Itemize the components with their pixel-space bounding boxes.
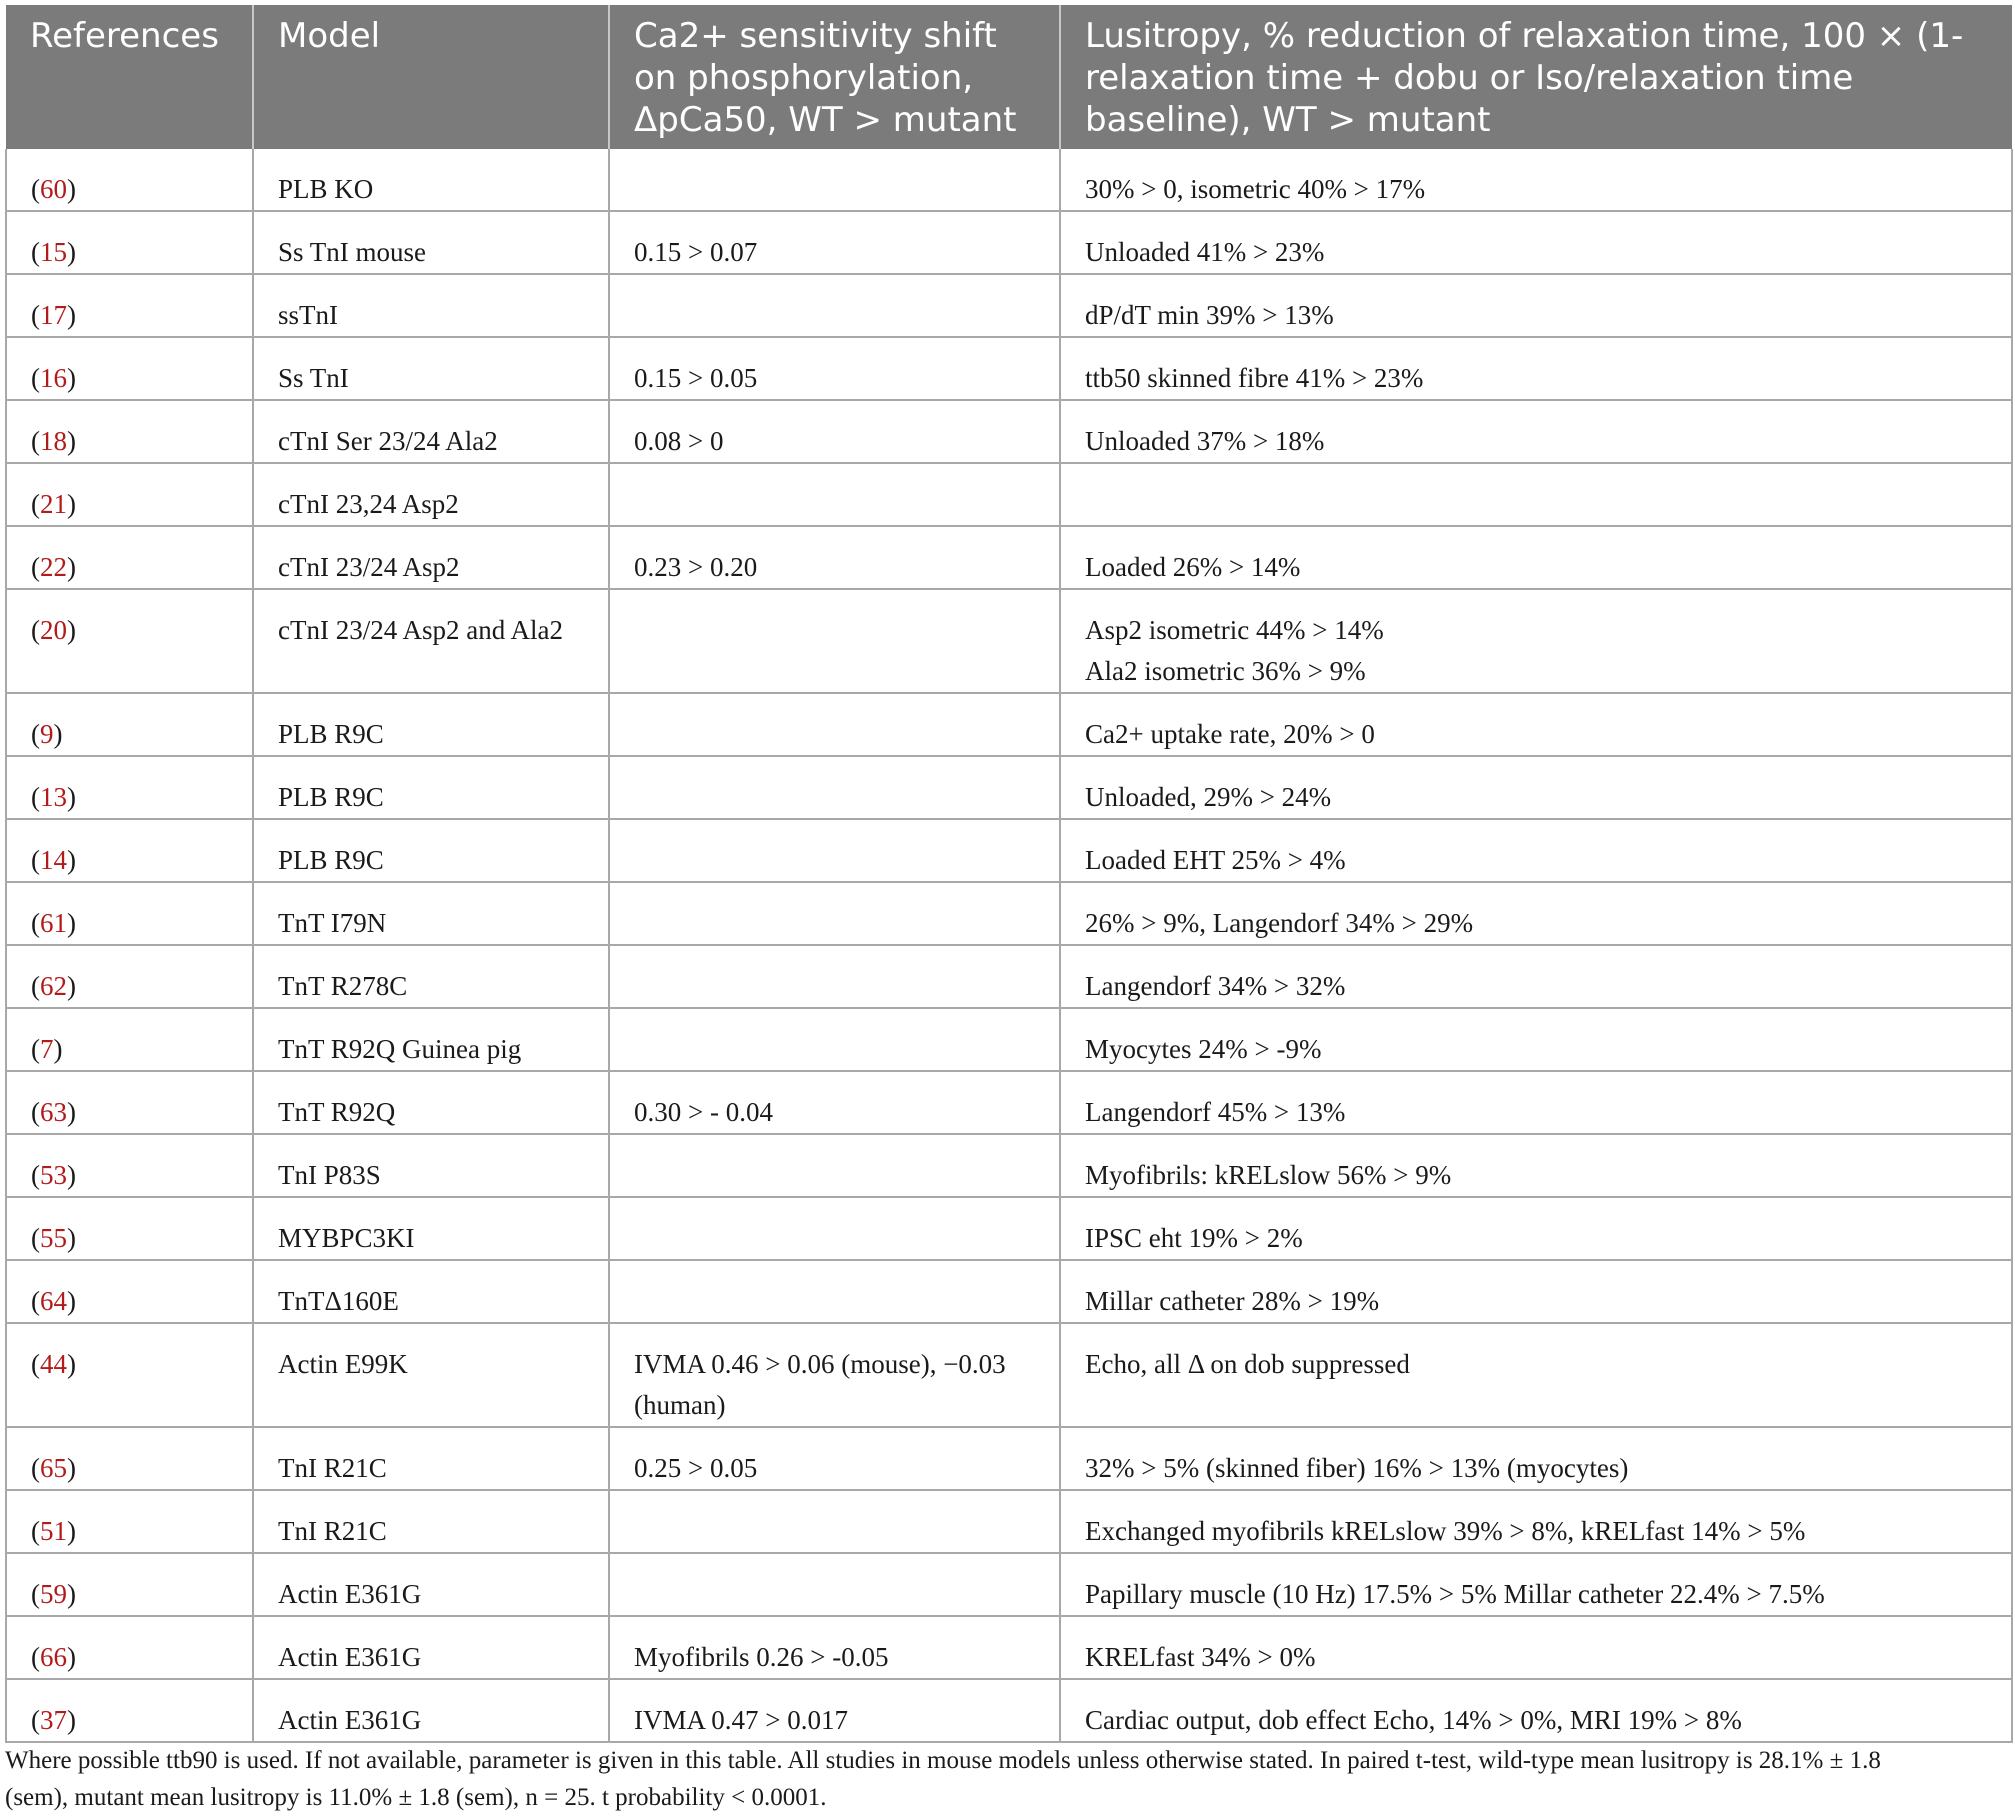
cell-lusitropy xyxy=(1060,526,2012,589)
cell-ca-shift xyxy=(609,1008,1060,1071)
cell-lusitropy xyxy=(1060,819,2012,882)
cell-lusitropy xyxy=(1060,882,2012,945)
lusitropy-line: ttb50 skinned fibre 41% > 23% xyxy=(1085,363,1424,394)
reference-link[interactable]: 64 xyxy=(40,1286,67,1317)
cell-model: TnI R21C xyxy=(253,1490,609,1553)
reference-link[interactable]: 53 xyxy=(40,1160,67,1191)
reference-link[interactable]: 13 xyxy=(40,782,67,813)
cell-ca-shift: IVMA 0.47 > 0.017 xyxy=(609,1679,1060,1742)
cell-reference: (64) xyxy=(6,1260,253,1323)
cell-lusitropy xyxy=(1060,1134,2012,1197)
cell-lusitropy xyxy=(1060,274,2012,337)
cell-model: TnI R21C xyxy=(253,1427,609,1490)
cell-lusitropy xyxy=(1060,1260,2012,1323)
cell-reference: (9) xyxy=(6,693,253,756)
cell-lusitropy xyxy=(1060,756,2012,819)
cell-ca-shift xyxy=(609,1134,1060,1197)
reference-link[interactable]: 60 xyxy=(40,174,67,204)
reference-link[interactable]: 37 xyxy=(40,1705,67,1736)
lusitropy-line: Myocytes 24% > -9% xyxy=(1085,1034,1322,1065)
header-references: References xyxy=(6,5,253,149)
header-model: Model xyxy=(253,5,609,149)
cell-lusitropy xyxy=(1060,211,2012,274)
cell-lusitropy xyxy=(1060,693,2012,756)
table-row xyxy=(6,400,2012,463)
lusitropy-line: Papillary muscle (10 Hz) 17.5% > 5% Millar catheter 22.4% > 7.5% xyxy=(1085,1579,1825,1610)
reference-link[interactable]: 63 xyxy=(40,1097,67,1128)
reference-link[interactable]: 20 xyxy=(40,615,67,646)
cell-reference: (59) xyxy=(6,1553,253,1616)
cell-ca-shift: IVMA 0.46 > 0.06 (mouse), −0.03 (human) xyxy=(609,1323,1060,1427)
cell-reference: (15) xyxy=(6,211,253,274)
cell-reference: (17) xyxy=(6,274,253,337)
cell-model: Actin E99K xyxy=(253,1323,609,1427)
reference-link[interactable]: 9 xyxy=(40,719,54,750)
reference-link[interactable]: 7 xyxy=(40,1034,54,1065)
cell-lusitropy xyxy=(1060,1197,2012,1260)
cell-ca-shift xyxy=(609,756,1060,819)
cell-lusitropy xyxy=(1060,1427,2012,1490)
footnote-line-2: (sem), mutant mean lusitropy is 11.0% ± 1.8 (sem), n = 25. t probability < 0.0001. xyxy=(5,1784,827,1811)
cell-model: Actin E361G xyxy=(253,1616,609,1679)
cell-ca-shift xyxy=(609,819,1060,882)
table-row xyxy=(6,882,2012,945)
lusitropy-line: Langendorf 34% > 32% xyxy=(1085,971,1346,1002)
lusitropy-line: Unloaded, 29% > 24% xyxy=(1085,782,1332,813)
cell-reference: (44) xyxy=(6,1323,253,1427)
cell-model: cTnI 23/24 Asp2 xyxy=(253,526,609,589)
cell-reference: (16) xyxy=(6,337,253,400)
cell-model: PLB R9C xyxy=(253,693,609,756)
reference-link[interactable]: 21 xyxy=(40,489,67,520)
cell-model: PLB KO xyxy=(253,149,609,211)
reference-link[interactable]: 44 xyxy=(40,1349,67,1380)
cell-reference: (21) xyxy=(6,463,253,526)
lusitropy-line: Exchanged myofibrils kRELslow 39% > 8%, kRELfast 14% > 5% xyxy=(1085,1516,1806,1547)
table-row xyxy=(6,1427,2012,1490)
cell-lusitropy xyxy=(1060,1071,2012,1134)
cell-model: cTnI 23,24 Asp2 xyxy=(253,463,609,526)
lusitropy-line: Myofibrils: kRELslow 56% > 9% xyxy=(1085,1160,1452,1191)
lusitropy-line: Loaded EHT 25% > 4% xyxy=(1085,845,1346,876)
cell-ca-shift xyxy=(609,1197,1060,1260)
cell-reference: (63) xyxy=(6,1071,253,1134)
data-table-container xyxy=(5,5,2011,1743)
cell-ca-shift xyxy=(609,945,1060,1008)
table-row xyxy=(6,463,2012,526)
cell-lusitropy xyxy=(1060,149,2012,211)
cell-ca-shift xyxy=(609,274,1060,337)
cell-ca-shift xyxy=(609,149,1060,211)
cell-model: PLB R9C xyxy=(253,819,609,882)
cell-ca-shift xyxy=(609,1490,1060,1553)
table-footnote xyxy=(5,1742,2011,1816)
cell-ca-shift: 0.23 > 0.20 xyxy=(609,526,1060,589)
table-row xyxy=(6,526,2012,589)
table-row xyxy=(6,1260,2012,1323)
lusitropy-line: KRELfast 34% > 0% xyxy=(1085,1642,1316,1673)
footnote-line-1: Where possible ttb90 is used. If not available, parameter is given in this table. All studies in mouse models unless otherwise stated. In paired t-test, wild-type mean lusitropy is 28.1% ± 1.8 xyxy=(5,1747,1881,1774)
cell-ca-shift xyxy=(609,463,1060,526)
cell-ca-shift xyxy=(609,693,1060,756)
lusitropy-line: IPSC eht 19% > 2% xyxy=(1085,1223,1303,1254)
reference-link[interactable]: 51 xyxy=(40,1516,67,1547)
cell-model: Ss TnI xyxy=(253,337,609,400)
table-row xyxy=(6,589,2012,693)
cell-lusitropy xyxy=(1060,945,2012,1008)
table-row xyxy=(6,1197,2012,1260)
lusitropy-line: Asp2 isometric 44% > 14% xyxy=(1085,615,1384,646)
table-row xyxy=(6,756,2012,819)
cell-model: Actin E361G xyxy=(253,1553,609,1616)
reference-link[interactable]: 55 xyxy=(40,1223,67,1254)
reference-link[interactable]: 66 xyxy=(40,1642,67,1673)
lusitropy-line: 26% > 9%, Langendorf 34% > 29% xyxy=(1085,908,1474,939)
lusitropy-line: Millar catheter 28% > 19% xyxy=(1085,1286,1380,1317)
cell-lusitropy xyxy=(1060,1008,2012,1071)
cell-lusitropy xyxy=(1060,1679,2012,1742)
lusitropy-line: Loaded 26% > 14% xyxy=(1085,552,1301,583)
cell-model: Ss TnI mouse xyxy=(253,211,609,274)
cell-reference: (18) xyxy=(6,400,253,463)
cell-model: TnI P83S xyxy=(253,1134,609,1197)
cell-ca-shift xyxy=(609,1260,1060,1323)
table-row xyxy=(6,945,2012,1008)
table-body xyxy=(6,149,2012,1742)
cell-model: TnTΔ160E xyxy=(253,1260,609,1323)
reference-link[interactable]: 15 xyxy=(40,237,67,268)
reference-link[interactable]: 61 xyxy=(40,908,67,939)
cell-reference: (66) xyxy=(6,1616,253,1679)
lusitropy-line: dP/dT min 39% > 13% xyxy=(1085,300,1334,331)
cell-reference: (14) xyxy=(6,819,253,882)
lusitropy-line: Cardiac output, dob effect Echo, 14% > 0%, MRI 19% > 8% xyxy=(1085,1705,1742,1736)
reference-link[interactable]: 17 xyxy=(40,300,67,331)
table-row xyxy=(6,1323,2012,1427)
cell-reference: (65) xyxy=(6,1427,253,1490)
lusitropy-table xyxy=(5,5,2013,1743)
cell-model: cTnI Ser 23/24 Ala2 xyxy=(253,400,609,463)
cell-reference: (51) xyxy=(6,1490,253,1553)
table-row xyxy=(6,1071,2012,1134)
table-row xyxy=(6,693,2012,756)
cell-reference: (20) xyxy=(6,589,253,693)
table-row xyxy=(6,1134,2012,1197)
table-row xyxy=(6,1616,2012,1679)
cell-model: TnT I79N xyxy=(253,882,609,945)
lusitropy-line: 30% > 0, isometric 40% > 17% xyxy=(1085,174,1426,204)
cell-model: MYBPC3KI xyxy=(253,1197,609,1260)
reference-link[interactable]: 16 xyxy=(40,363,67,394)
reference-link[interactable]: 22 xyxy=(40,552,67,583)
lusitropy-line: Langendorf 45% > 13% xyxy=(1085,1097,1346,1128)
cell-ca-shift: 0.30 > - 0.04 xyxy=(609,1071,1060,1134)
cell-ca-shift xyxy=(609,882,1060,945)
cell-ca-shift: Myofibrils 0.26 > -0.05 xyxy=(609,1616,1060,1679)
cell-lusitropy xyxy=(1060,1323,2012,1427)
reference-link[interactable]: 65 xyxy=(40,1453,67,1484)
table-row xyxy=(6,1679,2012,1742)
lusitropy-line: Unloaded 41% > 23% xyxy=(1085,237,1325,268)
table-row xyxy=(6,1008,2012,1071)
cell-ca-shift: 0.08 > 0 xyxy=(609,400,1060,463)
cell-lusitropy xyxy=(1060,589,2012,693)
table-header-row xyxy=(6,5,2012,149)
cell-model: PLB R9C xyxy=(253,756,609,819)
lusitropy-line: Ca2+ uptake rate, 20% > 0 xyxy=(1085,719,1375,750)
cell-ca-shift: 0.15 > 0.05 xyxy=(609,337,1060,400)
lusitropy-line: Unloaded 37% > 18% xyxy=(1085,426,1325,457)
reference-link[interactable]: 62 xyxy=(40,971,67,1002)
cell-model: TnT R92Q Guinea pig xyxy=(253,1008,609,1071)
cell-lusitropy xyxy=(1060,1490,2012,1553)
cell-reference: (61) xyxy=(6,882,253,945)
cell-ca-shift: 0.25 > 0.05 xyxy=(609,1427,1060,1490)
cell-reference: (60) xyxy=(6,149,253,211)
cell-reference: (55) xyxy=(6,1197,253,1260)
cell-reference: (22) xyxy=(6,526,253,589)
table-row xyxy=(6,274,2012,337)
lusitropy-line: Ala2 isometric 36% > 9% xyxy=(1085,656,1366,687)
table-row xyxy=(6,211,2012,274)
cell-lusitropy xyxy=(1060,337,2012,400)
cell-reference: (62) xyxy=(6,945,253,1008)
reference-link[interactable]: 18 xyxy=(40,426,67,457)
cell-model: cTnI 23/24 Asp2 and Ala2 xyxy=(253,589,609,693)
lusitropy-line: 32% > 5% (skinned fiber) 16% > 13% (myocytes) xyxy=(1085,1453,1629,1484)
cell-model: TnT R92Q xyxy=(253,1071,609,1134)
cell-reference: (13) xyxy=(6,756,253,819)
reference-link[interactable]: 14 xyxy=(40,845,67,876)
table-row xyxy=(6,337,2012,400)
table-row xyxy=(6,1553,2012,1616)
cell-lusitropy xyxy=(1060,400,2012,463)
cell-model: TnT R278C xyxy=(253,945,609,1008)
cell-ca-shift xyxy=(609,589,1060,693)
cell-ca-shift xyxy=(609,1553,1060,1616)
lusitropy-line: Echo, all Δ on dob suppressed xyxy=(1085,1349,1410,1380)
table-row xyxy=(6,1490,2012,1553)
table-row xyxy=(6,819,2012,882)
cell-reference: (53) xyxy=(6,1134,253,1197)
cell-lusitropy xyxy=(1060,1553,2012,1616)
cell-lusitropy xyxy=(1060,463,2012,526)
cell-reference: (37) xyxy=(6,1679,253,1742)
cell-model: ssTnI xyxy=(253,274,609,337)
cell-lusitropy xyxy=(1060,1616,2012,1679)
cell-model: Actin E361G xyxy=(253,1679,609,1742)
header-lusitropy: Lusitropy, % reduction of relaxation time, 100 × (1-relaxation time + dobu or Iso/relaxation time baseline), WT > mutant xyxy=(1060,5,2012,149)
cell-reference: (7) xyxy=(6,1008,253,1071)
header-ca-sensitivity: Ca2+ sensitivity shift on phosphorylation, ΔpCa50, WT > mutant xyxy=(609,5,1060,149)
cell-ca-shift: 0.15 > 0.07 xyxy=(609,211,1060,274)
table-row xyxy=(6,149,2012,211)
reference-link[interactable]: 59 xyxy=(40,1579,67,1610)
